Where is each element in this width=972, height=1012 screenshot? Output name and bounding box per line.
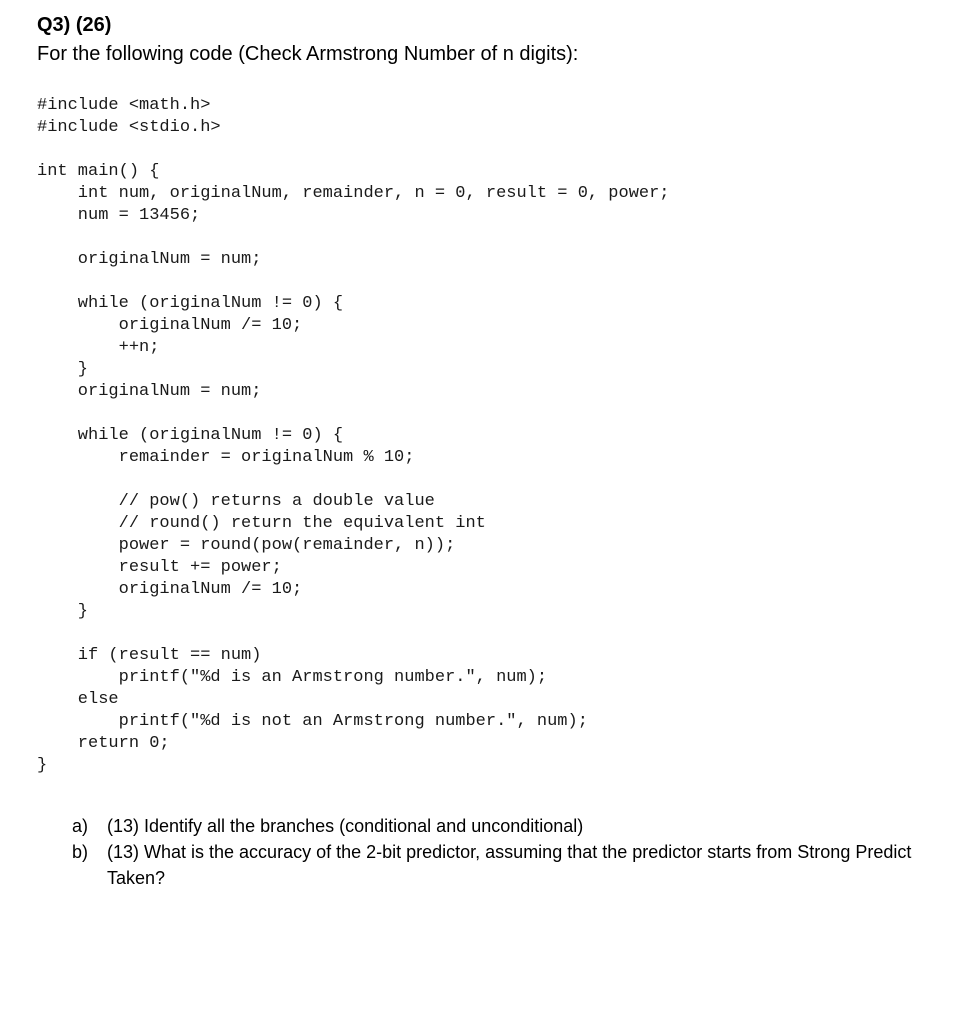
code-line: // pow() returns a double value — [37, 492, 435, 511]
question-label: a) — [72, 816, 89, 836]
question-text: (13) Identify all the branches (conditional and unconditional) — [107, 816, 584, 836]
question-item-a — [72, 813, 952, 839]
code-line: } — [37, 360, 89, 379]
code-line: else — [37, 690, 119, 709]
code-line: originalNum /= 10; — [37, 316, 303, 335]
code-line — [37, 139, 670, 161]
code-line — [37, 623, 670, 645]
code-line — [37, 403, 670, 425]
code-line — [37, 227, 670, 249]
question-list — [72, 813, 952, 891]
code-line: #include <math.h> — [37, 96, 211, 115]
code-block — [37, 95, 670, 777]
code-line: while (originalNum != 0) { — [37, 294, 344, 313]
code-line: num = 13456; — [37, 206, 201, 225]
question-item-b — [72, 839, 952, 891]
code-line: printf("%d is an Armstrong number.", num); — [37, 668, 548, 687]
code-line: } — [37, 602, 89, 621]
code-line: } — [37, 756, 48, 775]
question-label: b) — [72, 842, 89, 862]
question-subtitle: For the following code (Check Armstrong Number of n digits): — [37, 43, 579, 65]
code-line: originalNum = num; — [37, 250, 262, 269]
code-line: int num, originalNum, remainder, n = 0, result = 0, power; — [37, 184, 670, 203]
code-line: printf("%d is not an Armstrong number.", num); — [37, 712, 588, 731]
code-line: if (result == num) — [37, 646, 262, 665]
code-line: // round() return the equivalent int — [37, 514, 486, 533]
code-line: ++n; — [37, 338, 160, 357]
question-title: Q3) (26) — [37, 14, 112, 36]
code-line: originalNum /= 10; — [37, 580, 303, 599]
code-line: #include <stdio.h> — [37, 118, 221, 137]
code-line: while (originalNum != 0) { — [37, 426, 344, 445]
code-line: remainder = originalNum % 10; — [37, 448, 415, 467]
code-line: power = round(pow(remainder, n)); — [37, 536, 456, 555]
code-line — [37, 271, 670, 293]
code-line: return 0; — [37, 734, 170, 753]
question-text: (13) What is the accuracy of the 2-bit predictor, assuming that the predictor starts from Strong Predict Taken? — [107, 842, 912, 888]
code-line: originalNum = num; — [37, 382, 262, 401]
code-line: int main() { — [37, 162, 160, 181]
code-line — [37, 469, 670, 491]
code-line: result += power; — [37, 558, 282, 577]
